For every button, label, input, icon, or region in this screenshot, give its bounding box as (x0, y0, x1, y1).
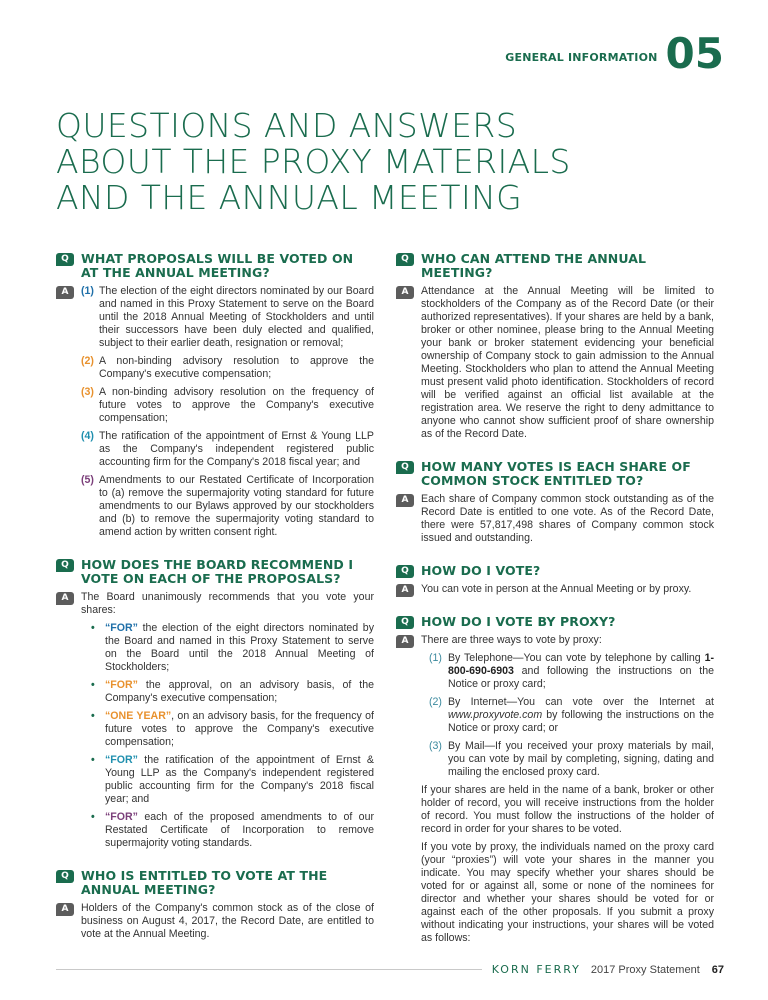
answer-row (396, 634, 714, 950)
bullet-icon: • (91, 679, 95, 691)
proposal-number: (5) (81, 474, 94, 486)
page-footer (56, 963, 724, 976)
question-text: HOW DO I VOTE BY PROXY? (421, 614, 616, 629)
section-number: 05 (665, 29, 724, 78)
question-icon: Q (56, 559, 74, 572)
proposal-list (81, 285, 374, 544)
proposal-item (81, 355, 374, 381)
proxyvote-link[interactable]: www.proxyvote.com (447, 709, 543, 721)
vote-keyword: “FOR” (105, 754, 138, 766)
method-text: by following the instructions on the Notice or proxy card; or (447, 709, 714, 734)
section-header (505, 29, 724, 78)
answer-paragraph: If you vote by proxy, the individuals named on the proxy card (your “proxies”) will vote your shares in the manner you indicate. You may specify whether your shares should be voted for or against all, some or none of the nominees for director and whether your shares should be voted for or against each of the other proposals. If you submit a proxy without indicating your instructions, your shares will be voted as follows: (421, 841, 714, 944)
answer-paragraph: If your shares are held in the name of a bank, broker or other holder of record, you will receive instructions from the holder of record. You must follow the instructions of the holder of record in order for your shares to be voted. (421, 784, 714, 835)
proxy-method-item (429, 696, 714, 735)
footer-divider (56, 969, 482, 970)
recommendation-item (91, 679, 374, 705)
method-number: (2) (429, 696, 442, 708)
left-column (56, 252, 374, 960)
qa-votes-per-share (396, 460, 714, 550)
qa-entitled-to-vote (56, 869, 374, 946)
question-row (396, 460, 714, 488)
proxy-methods-list (429, 652, 714, 779)
question-icon: Q (396, 616, 414, 629)
recommendation-text: the approval, on an advisory basis, of the Company's executive compensation; (105, 679, 374, 704)
proxy-method-item (429, 652, 714, 691)
page-title-line: ABOUT THE PROXY MATERIALS (56, 142, 571, 181)
answer-row (56, 591, 374, 855)
right-column (396, 252, 714, 964)
phone-number: 1-800-690-6903 (447, 652, 714, 677)
qa-vote-by-proxy (396, 615, 714, 950)
document-name: 2017 Proxy Statement (590, 963, 700, 976)
answer-row (396, 493, 714, 550)
proposal-number: (2) (81, 355, 94, 367)
page-title (56, 108, 716, 216)
answer-icon: A (56, 286, 74, 299)
proposal-text: The election of the eight directors nominated by our Board and named in this Proxy Statement to serve on the Board until the 2018 Annual Meeting of Stockholders and until their successors have been duly elected and qualified, subject to their earlier death, resignation or removal; (98, 285, 374, 349)
question-text: HOW DOES THE BOARD RECOMMEND I VOTE ON EACH OF THE PROPOSALS? (81, 557, 354, 586)
qa-attend-meeting (396, 252, 714, 446)
answer-intro: There are three ways to vote by proxy: (421, 634, 602, 646)
bullet-icon: • (91, 622, 95, 634)
answer-row (56, 902, 374, 946)
bullet-icon: • (91, 710, 95, 722)
qa-board-recommendation (56, 558, 374, 855)
answer-text: You can vote in person at the Annual Meeting or by proxy. (421, 583, 692, 595)
question-row (396, 564, 714, 578)
answer-intro: The Board unanimously recommends that you vote your shares: (81, 591, 374, 616)
proposal-item (81, 430, 374, 469)
question-icon: Q (56, 870, 74, 883)
proxy-method-item (429, 740, 714, 779)
answer-text: Holders of the Company's common stock as of the close of business on August 4, 2017, the Record Date, are entitled to vote at the Annual Meeting. (81, 902, 374, 940)
method-number: (3) (429, 740, 442, 752)
qa-how-to-vote (396, 564, 714, 601)
answer-row (396, 285, 714, 446)
recommendation-item (91, 622, 374, 674)
question-icon: Q (396, 565, 414, 578)
question-row (396, 615, 714, 629)
vote-keyword: “FOR” (105, 679, 138, 691)
answer-body (81, 591, 374, 855)
question-icon: Q (56, 253, 74, 266)
recommendation-list (91, 622, 374, 850)
question-row (56, 869, 374, 897)
method-text: By Internet—You can vote over the Internet at (447, 696, 714, 708)
proposal-item (81, 386, 374, 425)
answer-body (81, 902, 374, 946)
answer-icon: A (56, 592, 74, 605)
answer-row (396, 583, 714, 601)
question-text: WHAT PROPOSALS WILL BE VOTED ON AT THE ANNUAL MEETING? (81, 251, 354, 280)
question-row (56, 252, 374, 280)
method-number: (1) (429, 652, 442, 664)
method-text: By Telephone—You can vote by telephone by calling (447, 652, 705, 664)
proposal-text: The ratification of the appointment of Ernst & Young LLP as the Company's independent registered public accounting firm for the Company's 2018 fiscal year; and (98, 430, 374, 468)
answer-icon: A (56, 903, 74, 916)
page-title-line: AND THE ANNUAL MEETING (56, 178, 523, 217)
question-text: WHO CAN ATTEND THE ANNUAL MEETING? (421, 251, 647, 280)
bullet-icon: • (91, 811, 95, 823)
vote-keyword: “ONE YEAR” (105, 710, 172, 722)
proposal-item (81, 285, 374, 350)
recommendation-text: , on an advisory basis, for the frequency of future votes to approve the Company's executive compensation; (105, 710, 374, 748)
recommendation-item (91, 811, 374, 850)
answer-body (421, 285, 714, 446)
recommendation-text: each of the proposed amendments to of our Restated Certificate of Incorporation to remove supermajority voting standards. (105, 811, 374, 849)
question-row (396, 252, 714, 280)
answer-icon: A (396, 584, 414, 597)
brand-logo: KORN FERRY (491, 963, 581, 976)
recommendation-text: the election of the eight directors nominated by the Board and named in this Proxy Statement to serve on the Board until the 2018 Annual Meeting of Stockholders; (105, 622, 374, 673)
proposal-number: (4) (81, 430, 94, 442)
answer-body (421, 493, 714, 550)
answer-icon: A (396, 286, 414, 299)
question-text: WHO IS ENTITLED TO VOTE AT THE ANNUAL MEETING? (81, 868, 328, 897)
question-text: HOW MANY VOTES IS EACH SHARE OF COMMON STOCK ENTITLED TO? (421, 459, 691, 488)
answer-row (56, 285, 374, 544)
proposal-item (81, 474, 374, 539)
proposal-number: (3) (81, 386, 94, 398)
proposal-number: (1) (81, 285, 94, 297)
question-icon: Q (396, 461, 414, 474)
method-text: By Mail—If you received your proxy materials by mail, you can vote by mail by completing, signing, dating and mailing the enclosed proxy card. (447, 740, 714, 778)
answer-text: Each share of Company common stock outstanding as of the Record Date is entitled to one vote. As of the Record Date, there were 57,817,498 shares of Company common stock issued and outstanding. (421, 493, 714, 544)
qa-proposals (56, 252, 374, 544)
answer-body (421, 634, 714, 950)
method-text: and following the instructions on the Notice or proxy card; (447, 665, 714, 690)
page-title-line: QUESTIONS AND ANSWERS (56, 106, 518, 145)
question-text: HOW DO I VOTE? (421, 563, 541, 578)
vote-keyword: “FOR” (105, 622, 138, 634)
proposal-text: A non-binding advisory resolution to approve the Company's executive compensation; (98, 355, 374, 380)
answer-icon: A (396, 635, 414, 648)
recommendation-text: the ratification of the appointment of Ernst & Young LLP as the Company's independent registered public accounting firm for the Company's 2018 fiscal year; and (105, 754, 374, 805)
proposal-text: Amendments to our Restated Certificate of Incorporation to (a) remove the supermajority voting standard for future amendments to our Bylaws approved by our stockholders and (b) to remove the supermajority voting standard to amend action by written consent right. (98, 474, 374, 538)
answer-body (421, 583, 714, 601)
vote-keyword: “FOR” (105, 811, 138, 823)
recommendation-item (91, 710, 374, 749)
page-number: 67 (711, 963, 724, 976)
answer-icon: A (396, 494, 414, 507)
question-row (56, 558, 374, 586)
answer-text: Attendance at the Annual Meeting will be limited to stockholders of the Company as of the Record Date (or their authorized representatives). If your shares are held by a bank, broker or other nominee, please bring to the Annual Meeting your bank or broker statement evidencing your beneficial ownership of Company stock to gain admission to the Annual Meeting. Stockholders who plan to attend the Annual Meeting must present valid photo identification. Stockholders of record will be verified against an official list available at the registration area. We reserve the right to deny admittance to anyone who cannot show sufficient proof of share ownership as of the Record Date. (421, 285, 714, 440)
recommendation-item (91, 754, 374, 806)
proposal-text: A non-binding advisory resolution on the frequency of future votes to approve the Company's executive compensation; (98, 386, 374, 424)
section-label: GENERAL INFORMATION (505, 51, 658, 64)
bullet-icon: • (91, 754, 95, 766)
question-icon: Q (396, 253, 414, 266)
